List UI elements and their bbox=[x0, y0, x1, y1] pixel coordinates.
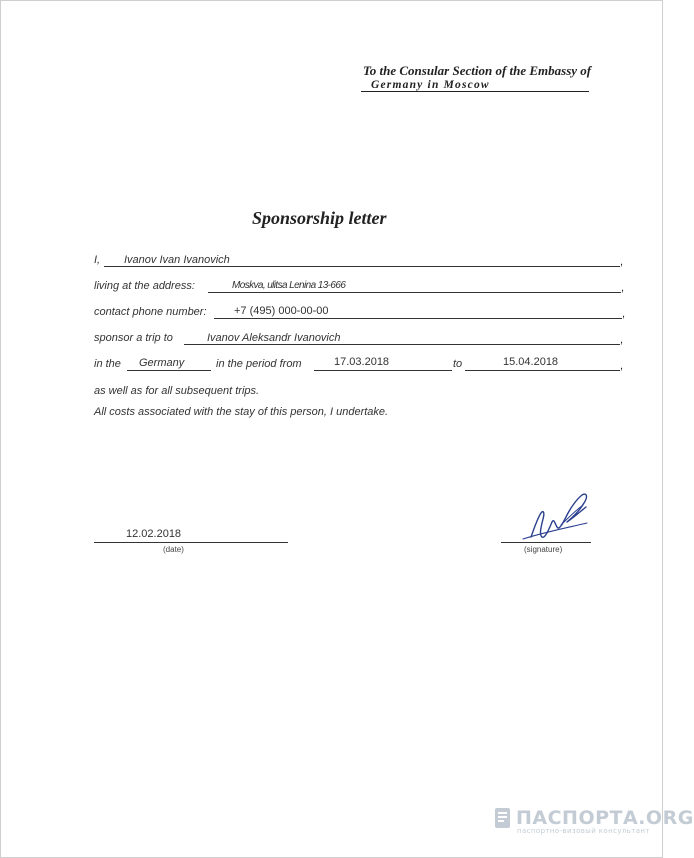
signature-caption: (signature) bbox=[524, 545, 563, 554]
letter-title: Sponsorship letter bbox=[252, 208, 387, 228]
trip-comma: , bbox=[620, 360, 624, 372]
country-label: in the bbox=[94, 358, 121, 370]
phone-comma: , bbox=[622, 308, 626, 320]
address-comma: , bbox=[621, 282, 625, 294]
signature-image bbox=[501, 489, 596, 547]
sponsor-name: Ivanov Ivan Ivanovich bbox=[124, 254, 230, 266]
sponsor-label: I, bbox=[94, 254, 101, 266]
date-underline bbox=[94, 542, 288, 543]
watermark-tagline: паспортно-визовый консультант bbox=[517, 827, 650, 835]
addressee-line-1: To the Consular Section of the Embassy of bbox=[363, 63, 592, 78]
to-date: 15.04.2018 bbox=[503, 356, 559, 368]
signature-underline bbox=[501, 542, 591, 543]
address-label: living at the address: bbox=[94, 280, 195, 292]
to-label: to bbox=[453, 358, 463, 370]
phone-underline bbox=[214, 318, 622, 319]
to-date-underline bbox=[465, 370, 620, 371]
addressee-line-2: Germany in Moscow bbox=[371, 79, 490, 91]
passport-icon bbox=[493, 807, 513, 829]
country-underline bbox=[127, 370, 211, 371]
phone-label: contact phone number: bbox=[94, 306, 207, 318]
date-caption: (date) bbox=[163, 545, 184, 554]
period-label: in the period from bbox=[216, 358, 302, 370]
addressee-underline bbox=[361, 91, 589, 92]
sponsor-underline bbox=[104, 266, 620, 267]
watermark bbox=[493, 807, 694, 835]
signing-date: 12.02.2018 bbox=[126, 528, 182, 540]
from-date-underline bbox=[314, 370, 452, 371]
guest-comma: , bbox=[620, 334, 624, 346]
address-underline bbox=[208, 292, 621, 293]
body-line-1: as well as for all subsequent trips. bbox=[94, 385, 260, 397]
body-line-2: All costs associated with the stay of this person, I undertake. bbox=[94, 406, 389, 418]
phone-value: +7 (495) 000-00-00 bbox=[234, 305, 329, 317]
guest-name: Ivanov Aleksandr Ivanovich bbox=[207, 332, 341, 344]
country-value: Germany bbox=[139, 357, 185, 369]
sponsor-comma: , bbox=[620, 256, 624, 268]
guest-underline bbox=[184, 344, 620, 345]
address-value: Moskva, ulitsa Lenina 13-666 bbox=[232, 280, 346, 291]
guest-label: sponsor a trip to bbox=[94, 332, 173, 344]
watermark-brand: ПАСПОРТА.ORG bbox=[516, 807, 694, 829]
from-date: 17.03.2018 bbox=[334, 356, 390, 368]
